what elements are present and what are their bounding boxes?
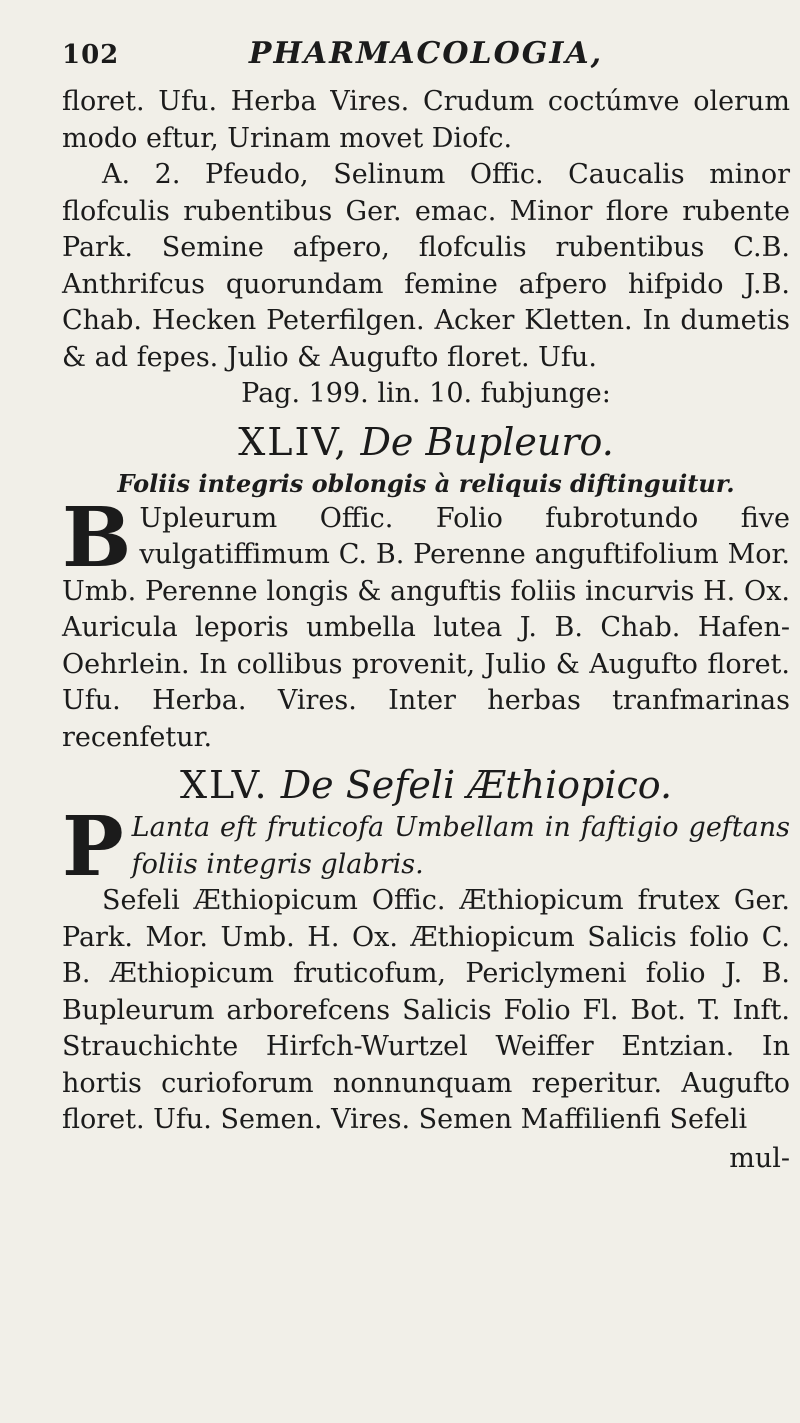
catchword: mul- [729,1142,790,1174]
paragraph-text: Upleurum Offic. Folio fubrotundo five vulgatiffimum C. B. Perenne anguftifolium Mor. Umb. Perenne longis & anguftis foliis incurvis H. Ox. Auricula leporis umbella lutea J. B. Chab. Hafen-Oehrlein. In collibus provenit, Julio & Augufto floret. Ufu. Herba. Vires. Inter herbas tranfmarinas recenfetur. [62,502,790,753]
paragraph-bupleurum [62,489,790,757]
section-title: De Sefeli Æthiopico. [280,763,673,807]
running-header [62,36,790,84]
drop-cap: P [62,799,124,895]
section-subtitle: Foliis integris oblongis à reliquis diftinguitur. [117,468,735,498]
page-number: 102 [62,40,120,70]
section-title: De Bupleuro. [360,419,614,464]
running-title: PHARMACOLOGIA, [248,36,604,71]
paragraph-pseudoselinum: A. 2. Pfeudo, Selinum Offic. Caucalis minor flofculis rubentibus Ger. emac. Minor flore rubente Park. Semine afpero, flofculis rubentibus C.B. Anthrifcus quorundam femine afpero hifpido J.B. Chab. Hecken Peterfilgen. Acker Kletten. In dumetis & ad fepes. Julio & Augufto floret. Ufu. [62,159,790,373]
section-number: XLIV, [238,419,349,464]
page-reference: Pag. 199. lin. 10. fubjunge: [241,378,611,409]
paragraph-text: Lanta eft fruticofa Umbellam in faftigio geftans foliis integris glabris. [131,812,790,880]
section-heading-xlv [62,762,790,808]
paragraph-continuation: floret. Ufu. Herba Vires. Crudum coctúmve olerum modo eftur, Urinam movet Diofc. [62,86,790,154]
page [62,36,790,1177]
section-number: XLV. [179,763,269,807]
drop-cap: B [62,489,132,586]
section-heading-xliv [62,419,790,465]
paragraph-planta [62,799,790,895]
paragraph-sefeli: Sefeli Æthiopicum Offic. Æthiopicum frutex Ger. Park. Mor. Umb. H. Ox. Æthiopicum Salicis folio C. B. Æthiopicum fruticofum, Periclymeni folio J. B. Bupleurum arborefcens Salicis Folio Fl. Bot. T. Inft. Strauchichte Hirfch-Wurtzel Weiffer Entzian. In hortis curioforum nonnunquam reperitur. Augufto floret. Ufu. Semen. Vires. Semen Maffilienfi Sefeli [62,885,790,1135]
